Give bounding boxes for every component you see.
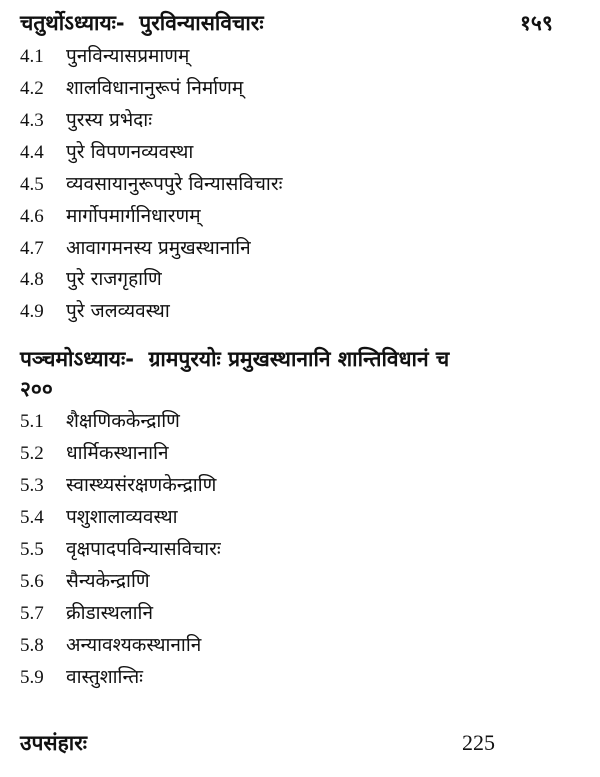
toc-item-5-2 xyxy=(20,438,169,469)
toc-number: 5.2 xyxy=(20,443,44,464)
chapter-5-page-number: २०० xyxy=(20,377,53,401)
chapter-4-subtitle: पुरविन्यासविचारः xyxy=(139,11,264,35)
chapter-5-subtitle: ग्रामपुरयोः प्रमुखस्थानानि शान्तिविधानं च xyxy=(148,347,450,371)
toc-title: धार्मिकस्थानानि xyxy=(66,442,169,464)
toc-title: शैक्षणिककेन्द्राणि xyxy=(66,410,180,432)
toc-number: 5.6 xyxy=(20,571,44,592)
chapter-5-title: पञ्चमोऽध्यायः xyxy=(20,347,126,371)
toc-item-5-6 xyxy=(20,566,150,597)
toc-item-4-4 xyxy=(20,137,193,168)
chapter-4-page-number: १५९ xyxy=(520,11,553,35)
conclusion-page-number: 225 xyxy=(462,730,495,755)
toc-title: मार्गोपमार्गनिधारणम् xyxy=(66,205,201,227)
toc-title: स्वास्थ्यसंरक्षणकेन्द्राणि xyxy=(66,474,217,496)
toc-title: पुरे राजगृहाणि xyxy=(66,268,162,290)
toc-item-4-8 xyxy=(20,264,162,295)
toc-title: शालविधानानुरूपं निर्माणम् xyxy=(66,77,244,99)
toc-item-4-1 xyxy=(20,41,189,72)
toc-number: 5.5 xyxy=(20,539,44,560)
toc-item-4-2 xyxy=(20,73,243,104)
chapter-5-heading xyxy=(20,344,449,374)
toc-number: 5.4 xyxy=(20,507,44,528)
chapter-5-separator: - xyxy=(125,347,134,371)
toc-title: व्यवसायानुरूपपुरे विन्यासविचारः xyxy=(66,173,283,195)
toc-title: पशुशालाव्यवस्था xyxy=(66,506,178,528)
chapter-4-title: चतुर्थोऽध्यायः xyxy=(20,11,116,35)
toc-number: 5.1 xyxy=(20,411,44,432)
toc-number: 4.2 xyxy=(20,78,44,99)
conclusion-heading: उपसंहारः xyxy=(20,731,88,755)
toc-item-5-3 xyxy=(20,470,216,501)
toc-number: 4.3 xyxy=(20,110,44,131)
toc-number: 4.4 xyxy=(20,142,44,163)
toc-item-4-3 xyxy=(20,105,152,136)
toc-item-5-1 xyxy=(20,406,180,437)
toc-number: 4.5 xyxy=(20,174,44,195)
toc-number: 4.9 xyxy=(20,301,44,322)
toc-item-5-5 xyxy=(20,534,221,565)
toc-title: क्रीडास्थलानि xyxy=(66,602,154,624)
toc-number: 4.6 xyxy=(20,206,44,227)
toc-title: पुरस्य प्रभेदाः xyxy=(66,109,153,131)
toc-item-4-6 xyxy=(20,201,201,232)
toc-number: 5.7 xyxy=(20,603,44,624)
toc-number: 4.8 xyxy=(20,269,44,290)
toc-item-4-9 xyxy=(20,296,170,327)
toc-title: वास्तुशान्तिः xyxy=(66,666,143,688)
toc-title: पुरे विपणनव्यवस्था xyxy=(66,141,194,163)
toc-number: 5.8 xyxy=(20,635,44,656)
toc-item-4-7 xyxy=(20,233,251,264)
toc-title: वृक्षपादपविन्यासविचारः xyxy=(66,538,221,560)
toc-title: पुनविन्यासप्रमाणम् xyxy=(66,45,190,67)
toc-title: पुरे जलव्यवस्था xyxy=(66,300,170,322)
toc-item-5-8 xyxy=(20,630,201,661)
chapter-4-heading xyxy=(20,8,264,38)
toc-item-5-4 xyxy=(20,502,178,533)
toc-number: 5.9 xyxy=(20,667,44,688)
toc-item-5-7 xyxy=(20,598,153,629)
toc-title: आवागमनस्य प्रमुखस्थानानि xyxy=(66,237,251,259)
chapter-4-separator: - xyxy=(115,11,125,35)
toc-number: 4.7 xyxy=(20,238,44,259)
toc-item-5-9 xyxy=(20,662,143,693)
toc-title: अन्यावश्यकस्थानानि xyxy=(66,634,202,656)
toc-number: 4.1 xyxy=(20,46,44,67)
toc-title: सैन्यकेन्द्राणि xyxy=(66,570,150,592)
toc-item-4-5 xyxy=(20,169,282,200)
toc-number: 5.3 xyxy=(20,475,44,496)
